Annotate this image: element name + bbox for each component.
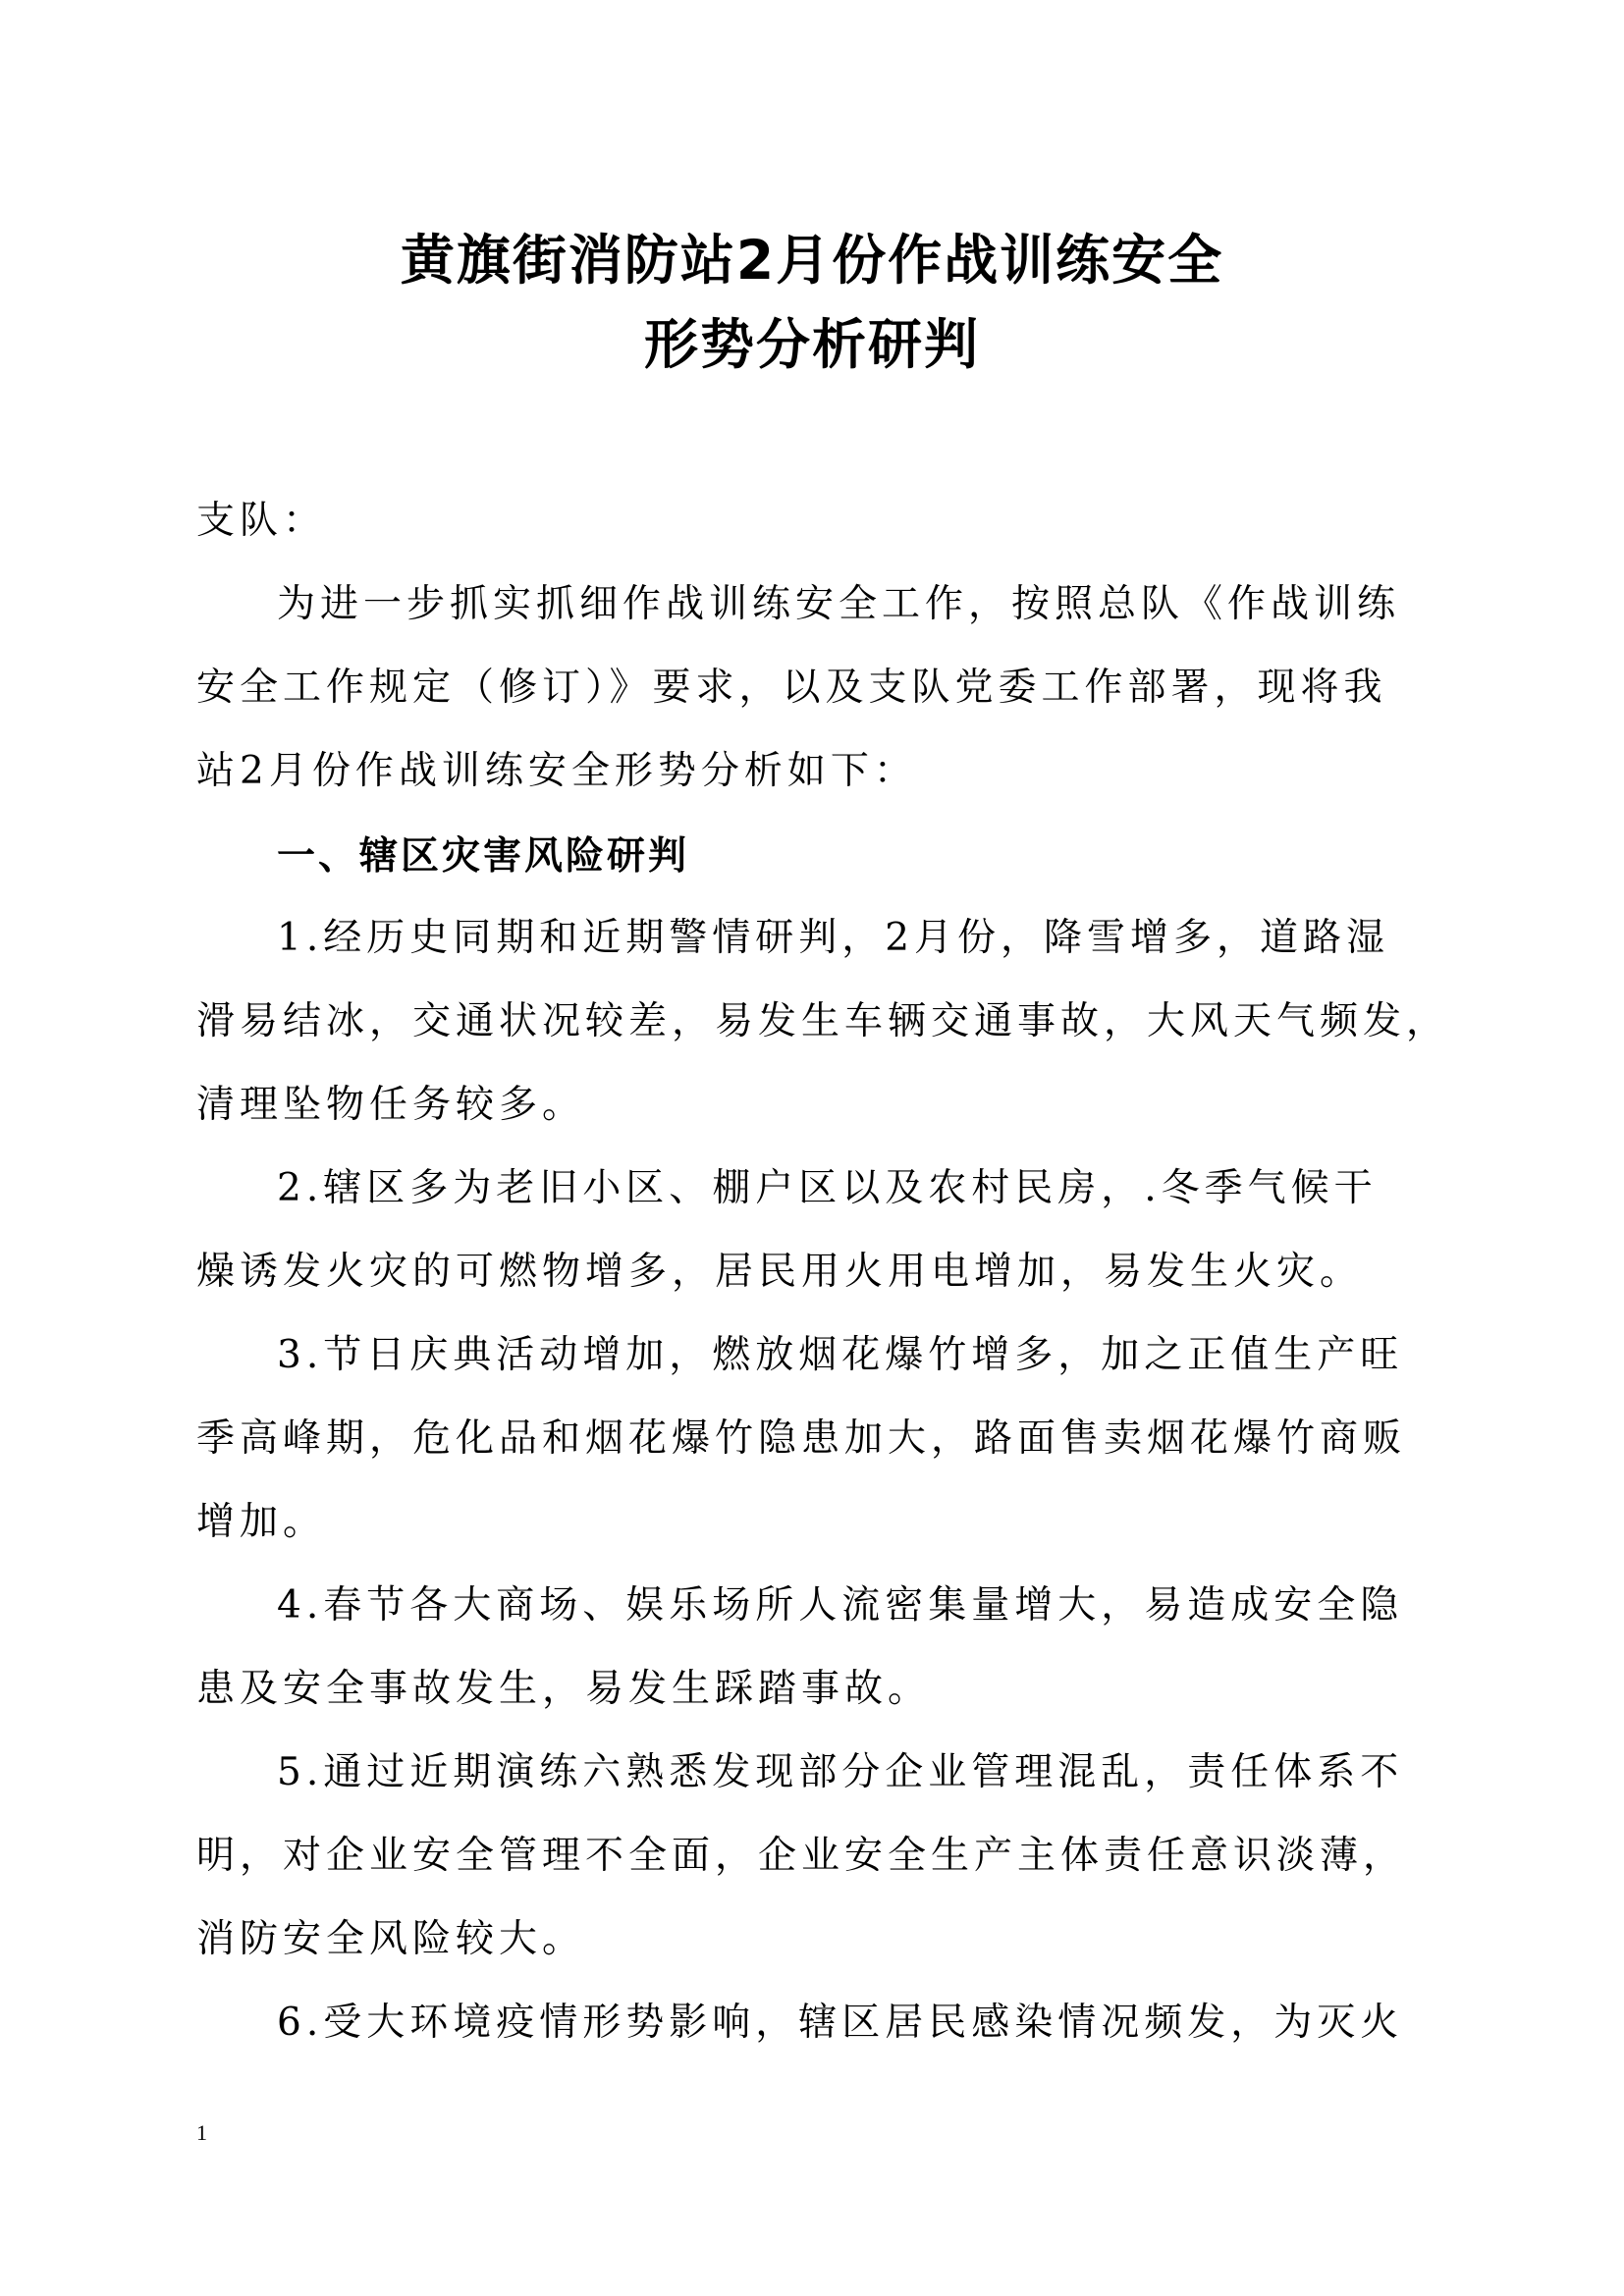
- page-number: 1: [196, 2120, 207, 2145]
- salutation: 支队：: [196, 499, 327, 543]
- document-title-line-1: 黄旗街消防站2月份作战训练安全: [400, 229, 1224, 292]
- document-title-line-2: 形势分析研判: [643, 313, 980, 376]
- intro-line: 为进一步抓实抓细作战训练安全工作，按照总队《作战训练: [277, 582, 1401, 626]
- paragraph-line: 2.辖区多为老旧小区、棚户区以及农村民房，.冬季气候干: [277, 1166, 1378, 1210]
- section-heading: 一、辖区灾害风险研判: [277, 834, 690, 879]
- paragraph-line: 明，对企业安全管理不全面，企业安全生产主体责任意识淡薄，: [196, 1834, 1407, 1878]
- paragraph-line: 消防安全风险较大。: [196, 1917, 586, 1961]
- paragraph-line: 增加。: [196, 1500, 327, 1544]
- paragraph-line: 3.节日庆典活动增加，燃放烟花爆竹增多，加之正值生产旺: [277, 1333, 1404, 1377]
- paragraph-line: 5.通过近期演练六熟悉发现部分企业管理混乱，责任体系不: [277, 1750, 1404, 1794]
- paragraph-line: 患及安全事故发生，易发生踩踏事故。: [196, 1667, 932, 1711]
- paragraph-line: 滑易结冰，交通状况较差，易发生车辆交通事故，大风天气频发，: [196, 999, 1450, 1043]
- intro-line: 站2月份作战训练安全形势分析如下：: [196, 749, 917, 793]
- paragraph-line: 4.春节各大商场、娱乐场所人流密集量增大，易造成安全隐: [277, 1583, 1404, 1628]
- intro-line: 安全工作规定（修订）》要求，以及支队党委工作部署，现将我: [196, 666, 1387, 710]
- paragraph-line: 6.受大环境疫情形势影响，辖区居民感染情况频发，为灭火: [277, 2001, 1404, 2045]
- paragraph-line: 燥诱发火灾的可燃物增多，居民用火用电增加，易发生火灾。: [196, 1250, 1364, 1294]
- paragraph-line: 清理坠物任务较多。: [196, 1083, 586, 1127]
- paragraph-line: 1.经历史同期和近期警情研判，2月份，降雪增多，道路湿: [277, 916, 1390, 960]
- paragraph-line: 季高峰期，危化品和烟花爆竹隐患加大，路面售卖烟花爆竹商贩: [196, 1416, 1407, 1461]
